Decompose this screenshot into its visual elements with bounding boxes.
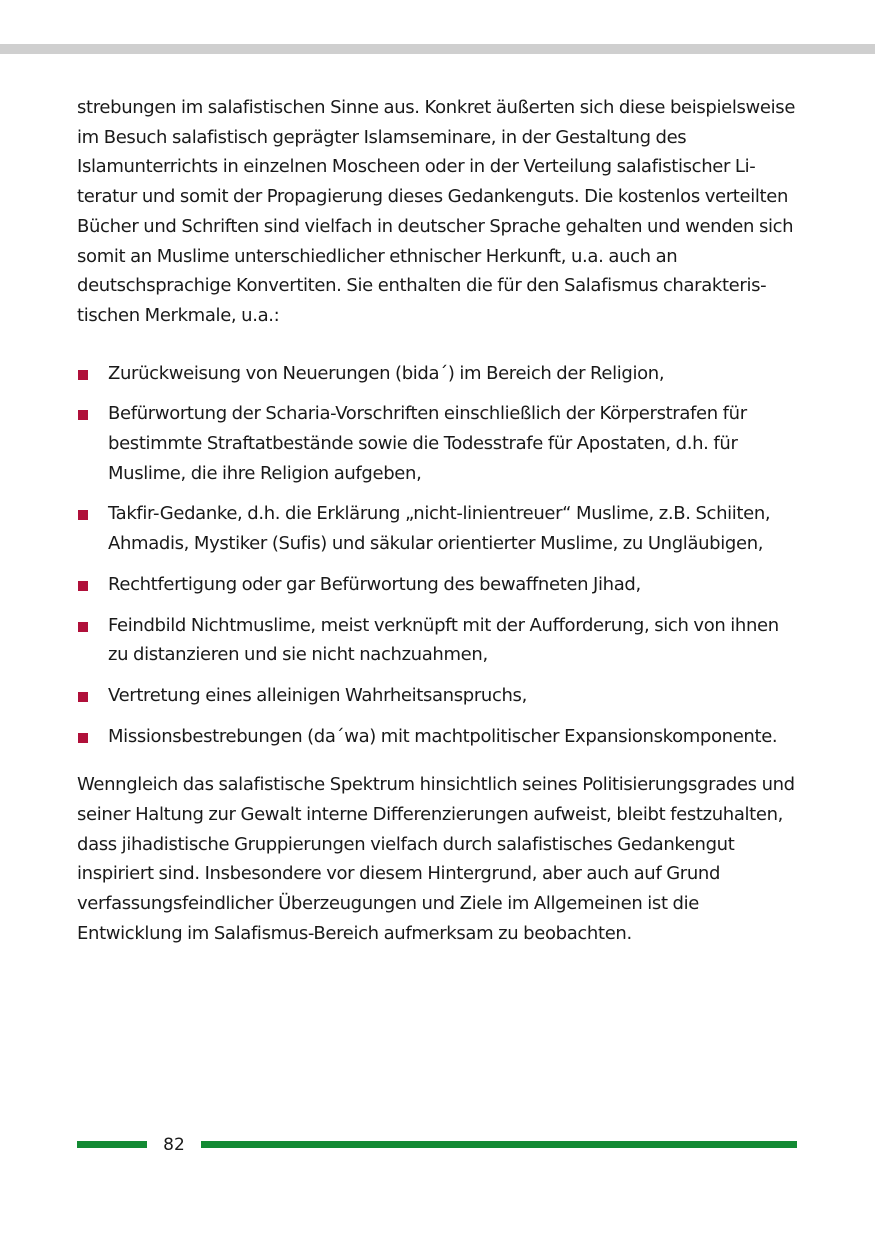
footer-rule-left	[77, 1141, 147, 1148]
square-bullet-icon	[78, 581, 88, 591]
page-content	[77, 93, 802, 949]
square-bullet-icon	[78, 370, 88, 380]
square-bullet-icon	[78, 622, 88, 632]
closing-paragraph: Wenngleich das salafistische Spektrum hinsichtlich seines Politisierungsgrades und seiner Haltung zur Gewalt interne Differenzierungen aufweist, bleibt festzuhalten, dass jihadistische Gruppierungen vielfach durch salafistisches Gedankengut inspiriert sind. Insbesondere vor diesem Hintergrund, aber auch auf Grund verfassungsfeindlicher Überzeugungen und Ziele im Allgemeinen ist die Entwicklung im Salafismus-Bereich aufmerksam zu beobachten.	[77, 774, 795, 944]
list-item	[77, 722, 802, 752]
list-item	[77, 499, 802, 558]
square-bullet-icon	[78, 692, 88, 702]
list-item	[77, 399, 802, 488]
square-bullet-icon	[78, 410, 88, 420]
list-item	[77, 681, 802, 711]
list-item-text: Rechtfertigung oder gar Befürwortung des bewaffneten Jihad,	[108, 573, 641, 595]
characteristics-list	[77, 359, 802, 752]
footer-rule-right	[201, 1141, 797, 1148]
list-item-text: Takfir-Gedanke, d.h. die Erklärung „nicht-linientreuer“ Muslime, z.B. Schiiten, Ahmadis, Mystiker (Sufis) und säkular orientierter Muslime, zu Ungläubigen,	[108, 503, 771, 555]
square-bullet-icon	[78, 733, 88, 743]
page-number: 82	[163, 1135, 185, 1155]
list-item-text: Vertretung eines alleinigen Wahrheitsanspruchs,	[108, 684, 527, 706]
list-item-text: Zurückweisung von Neuerungen (bida´) im Bereich der Religion,	[108, 362, 665, 384]
list-item	[77, 359, 802, 389]
list-item	[77, 611, 802, 670]
list-item	[77, 570, 802, 600]
square-bullet-icon	[78, 510, 88, 520]
intro-paragraph: strebungen im salafistischen Sinne aus. Konkret äußerten sich diese beispielsweise im Besuch salafistisch geprägter Islamseminare, in der Gestaltung des Islamunterrichts in einzelnen Moscheen oder in der Verteilung salafistischer Literatur und somit der Propagierung dieses Gedankenguts. Die kostenlos verteilten Bücher und Schriften sind vielfach in deutscher Sprache gehalten und wenden sich somit an Muslime unterschiedlicher ethnischer Herkunft, u.a. auch an deutschsprachige Konvertiten. Sie enthalten die für den Salafismus charakteristischen Merkmale, u.a.:	[77, 97, 796, 326]
list-item-text: Feindbild Nichtmuslime, meist verknüpft mit der Aufforderung, sich von ihnen zu distanzieren und sie nicht nachzuahmen,	[108, 614, 779, 666]
list-item-text: Missionsbestrebungen (da´wa) mit machtpolitischer Expansionskomponente.	[108, 725, 778, 747]
header-rule	[0, 44, 875, 54]
list-item-text: Befürwortung der Scharia-Vorschriften einschließlich der Körperstrafen für bestimmte Straftatbestände sowie die Todesstrafe für Apostaten, d.h. für Muslime, die ihre Religion aufgeben,	[108, 403, 747, 484]
